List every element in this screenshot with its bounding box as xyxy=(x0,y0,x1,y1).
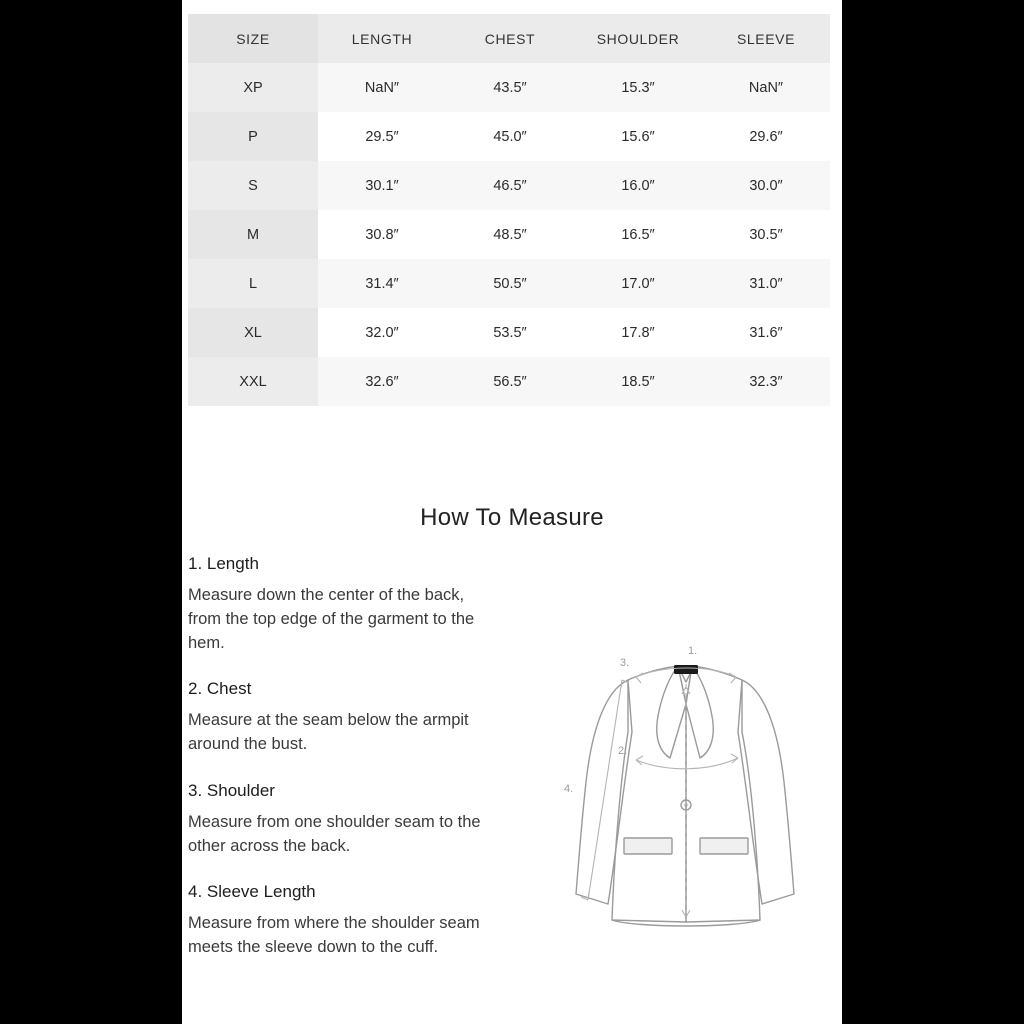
step-title-shoulder: 3. Shoulder xyxy=(188,780,275,800)
cell-sleeve: NaN″ xyxy=(702,63,830,112)
step-title-chest: 2. Chest xyxy=(188,679,252,699)
cell-size: XL xyxy=(188,308,318,357)
cell-size: XXL xyxy=(188,357,318,406)
cell-size: S xyxy=(188,161,318,210)
cell-sleeve: 30.0″ xyxy=(702,161,830,210)
cell-length: NaN″ xyxy=(318,63,446,112)
table-row xyxy=(188,63,830,112)
cell-chest: 43.5″ xyxy=(446,63,574,112)
cell-shoulder: 15.3″ xyxy=(574,63,702,112)
column-header-sleeve: SLEEVE xyxy=(702,14,830,63)
cell-shoulder: 17.8″ xyxy=(574,308,702,357)
cell-chest: 56.5″ xyxy=(446,357,574,406)
cell-size: XP xyxy=(188,63,318,112)
table-row xyxy=(188,161,830,210)
size-chart-table xyxy=(188,14,830,406)
column-header-shoulder: SHOULDER xyxy=(574,14,702,63)
table-row xyxy=(188,259,830,308)
cell-shoulder: 18.5″ xyxy=(574,357,702,406)
cell-shoulder: 17.0″ xyxy=(574,259,702,308)
cell-length: 32.6″ xyxy=(318,357,446,406)
step-body-chest: Measure at the seam below the armpit around the bust. xyxy=(188,711,469,753)
how-to-measure-content xyxy=(182,554,842,960)
table-header-row xyxy=(188,14,830,63)
cell-sleeve: 31.6″ xyxy=(702,308,830,357)
cell-size: L xyxy=(188,259,318,308)
blazer-diagram xyxy=(536,632,836,952)
blazer-illustration-icon xyxy=(536,632,836,952)
cell-sleeve: 29.6″ xyxy=(702,112,830,161)
cell-chest: 50.5″ xyxy=(446,259,574,308)
diagram-label-4: 4. xyxy=(564,783,574,795)
cell-length: 30.8″ xyxy=(318,210,446,259)
step-body-sleeve: Measure from where the shoulder seam meets the sleeve down to the cuff. xyxy=(188,914,480,956)
cell-size: M xyxy=(188,210,318,259)
diagram-label-1: 1. xyxy=(688,645,698,657)
table-body xyxy=(188,63,830,406)
measure-steps-column xyxy=(182,554,502,960)
cell-chest: 45.0″ xyxy=(446,112,574,161)
cell-size: P xyxy=(188,112,318,161)
cell-shoulder: 15.6″ xyxy=(574,112,702,161)
size-guide-page xyxy=(182,0,842,1024)
step-body-length: Measure down the center of the back, from the top edge of the garment to the hem. xyxy=(188,586,475,652)
cell-sleeve: 31.0″ xyxy=(702,259,830,308)
step-body-shoulder: Measure from one shoulder seam to the other across the back. xyxy=(188,812,481,855)
column-header-size: SIZE xyxy=(188,14,318,63)
diagram-label-2: 2. xyxy=(618,745,628,757)
cell-length: 31.4″ xyxy=(318,259,446,308)
how-to-measure-title: How To Measure xyxy=(420,504,604,531)
cell-length: 29.5″ xyxy=(318,112,446,161)
table-header xyxy=(188,14,830,63)
table-row xyxy=(188,210,830,259)
step-title-sleeve: 4. Sleeve Length xyxy=(188,882,316,902)
cell-chest: 53.5″ xyxy=(446,308,574,357)
table-row xyxy=(188,112,830,161)
cell-sleeve: 32.3″ xyxy=(702,357,830,406)
cell-chest: 48.5″ xyxy=(446,210,574,259)
cell-sleeve: 30.5″ xyxy=(702,210,830,259)
table-row xyxy=(188,308,830,357)
cell-chest: 46.5″ xyxy=(446,161,574,210)
column-header-chest: CHEST xyxy=(446,14,574,63)
cell-shoulder: 16.5″ xyxy=(574,210,702,259)
diagram-label-3: 3. xyxy=(620,657,630,669)
column-header-length: LENGTH xyxy=(318,14,446,63)
cell-shoulder: 16.0″ xyxy=(574,161,702,210)
cell-length: 32.0″ xyxy=(318,308,446,357)
table-row xyxy=(188,357,830,406)
step-title-length: 1. Length xyxy=(188,554,259,573)
cell-length: 30.1″ xyxy=(318,161,446,210)
